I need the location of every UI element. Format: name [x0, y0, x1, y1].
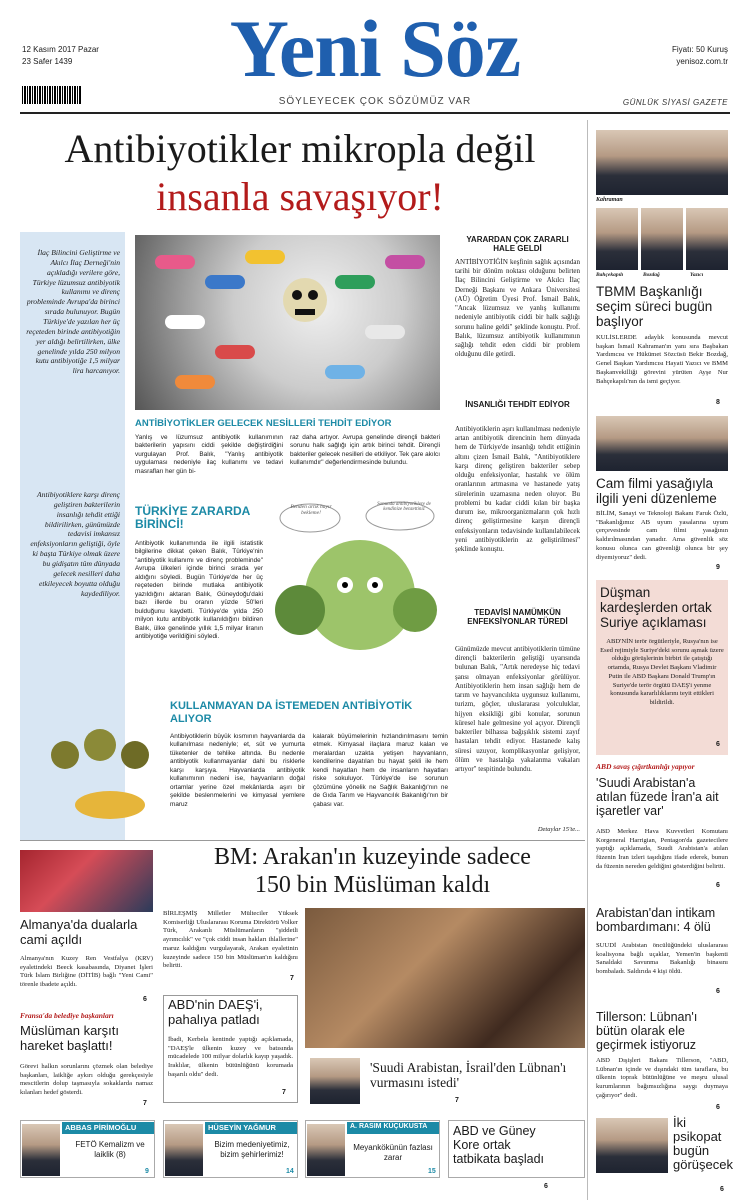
- cam-filmi-text: BİLİM, Sanayi ve Teknoloji Bakanı Faruk Özlü, "Bakanlığımız AB uyum yasalarına uyum çerçevesinde cam filmi yasağının kaldırılmasından yanadır. Ama güvenlik söz konusu olunca can güvenliği olunca bir şey diyemiyoruz" dedi.: [596, 510, 728, 561]
- website[interactable]: yenisoz.com.tr: [676, 57, 728, 66]
- yagmur-photo: [165, 1124, 203, 1176]
- column-divider: [587, 120, 588, 1200]
- psikopat-headline[interactable]: İki psikopat bugün görüşecek: [673, 1115, 733, 1173]
- suriye-page: 6: [716, 741, 720, 748]
- bm-page: 7: [290, 975, 294, 982]
- sub-3-text-a: Antibiyotiklerin büyük kısmının hayvanlarda da kullanılması nedeniyle; et, süt ve yumurta tüketenler de tehlike altında. Bu nedenle antibiyotik kullanmayanlar dahi bu risklerle karşı karşıya. Hayvanlarda antibiyotik kullanımının nedeni ise, hayvanların doğal ortamlar yerine özel mekânlarda aşırı bir şekilde beslenmelerini ve kimyasal yemlere maruz: [170, 733, 305, 808]
- columnist-title-3: Meyankökünün fazlası zarar: [353, 1143, 433, 1162]
- sub-2-text: Antibiyotik kullanımında ile ilgili istatistik bilgilerine dikkat çeken Balık, Türkiye'nin "antibiyotik kullanımı ve direnç probleminde" Avrupa ülkeleri içinde birinci sırada yer aldığını söyledi. Bugün Türkiye'de her üç reçeteden birinde mutlaka antibiyotik yazıldığını aktaran Balık, Güneydoğu'daki bazı illerde bu oranın yüzde 50'leri bulduğunu kaydetti. Türkiye'de yılda 250 milyon kutu antibiyotik kullanıldığını bildiren Balık, ülke genelinde yıllık 1,5 milyar liranın antibiyotiğe verildiğini söyledi.: [135, 540, 263, 640]
- tbmm-page: 8: [716, 399, 720, 406]
- caption-bahcekapili: Bahçekapılı: [596, 272, 624, 278]
- pills-photo: [135, 235, 440, 410]
- daes-page: 7: [282, 1089, 286, 1096]
- abd-kicker: ABD savaş çığırtkanlığı yapıyor: [596, 762, 695, 771]
- continued-note[interactable]: Detaylar 15'te...: [537, 826, 580, 833]
- barcode: [22, 86, 82, 104]
- intikam-text: SUUDİ Arabistan öncülüğündeki uluslararası koalisyona bağlı uçaklar, Yemen'in başkenti Sanaldaki Savunma Bakanlığı binasını bombaladı. Saldırıda 4 kişi öldü.: [596, 942, 728, 976]
- yazici-photo: [686, 208, 728, 270]
- bm-headline-1[interactable]: BM: Arakan'ın kuzeyinde sadece: [214, 844, 531, 870]
- caption-kahraman: Kahraman: [596, 197, 623, 203]
- masthead-rule: [20, 112, 730, 114]
- sub-heading-2: TÜRKİYE ZARARDA BİRİNCİ!: [135, 504, 250, 532]
- intro-text-2: Antibiyotiklere karşı direnç geliştiren bakterilerin insanlığı tehdit ettiği bildirilirken, günümüzde tedavisi imkansız enfeksiyonların geliştiği, öyle ki başta Türkiye olmak üzere bu gidişatın tüm dünyada gelecek nesilleri daha etkileyecek boyutta olduğu kaydediliyor.: [30, 490, 120, 598]
- bm-text: BİRLEŞMİŞ Milletler Mülteciler Yüksek Komiserliği Uluslararası Koruma Direktörü Volker Türk, Arakanlı Müslümanların "şiddetli ayrımcılık" ve "çok ciddi insan hakları ihlallerine" maruz kaldığını vurgulayarak, Arakan eyaletinin kuzeyinde sadece 150 bin Müslüman'ın kaldığını belirtti.: [163, 910, 298, 970]
- col-heading-1: YARARDAN ÇOK ZARARLI HALE GELDİ: [466, 235, 569, 254]
- bacteria-illustration: [270, 500, 440, 665]
- fransa-headline[interactable]: Müslüman karşıtı hareket başlattı!: [20, 1023, 119, 1053]
- sub-1-text-a: Yanlış ve lüzumsuz antibiyotik kullanımının bakterilerin yapısını ciddi şekilde değiştirdiğini vurgulayan Prof. Balık, "Yanlış antibiyotik uygulaması nedeniyle ilaç kullanımı ve tedavi masrafları her gün bi-: [135, 434, 283, 475]
- trump-duterte-photo: [596, 1118, 668, 1173]
- bahcekapili-photo: [596, 208, 638, 270]
- daes-text: İbadi, Kerbela kentinde yaptığı açıklamada, "DAEŞ'le ülkenin kuzey ve batısında mücadelede 100 milyar dolarlık kayıp yaşadık. Iraklılar, ülkenin bütünlüğünü korumada başarılı oldu" dedi.: [168, 1036, 293, 1078]
- tagline: GÜNLÜK SİYASİ GAZETE: [622, 98, 728, 107]
- ministers-photo: [596, 416, 728, 471]
- col-heading-2: İNSANLIĞI TEHDİT EDİYOR: [465, 400, 570, 409]
- kucukusta-photo: [307, 1124, 345, 1176]
- sub-3-text-b: kalarak büyümelerinin hızlandırılmasını temin etmek. Kimyasal ilaçlara maruz kalan ve meralardan uzakta yetişen hayvanların, kendilerine dayatılan bu hayat şekli ile hem kendi hayatları hem de insanların hayatları riske sokuluyor. Türkiye'de ise sorunun çözümüne yönelik ne Sağlık Bakanlığı'nın ne de Gıda Tarım ve Hayvancılık Bakanlığı'nın bir çabası var.: [313, 733, 448, 808]
- suudi-headline[interactable]: 'Suudi Arabistan, İsrail'den Lübnan'ı vurmasını istedi': [370, 1060, 567, 1091]
- fransa-text: Görevi halkın sorunlarını çözmek olan belediye başkanları, laikliğe aykırı olduğu gerekçesiyle mescitlerin dolup taşmasıyla sokaklarda namaz kılanları hedef gösterdi.: [20, 1063, 153, 1097]
- columnist-name-2: HÜSEYİN YAĞMUR: [205, 1122, 297, 1134]
- speech-bubble-2: Sonunda antibiyotiklere de kendinize benzettiniz: [377, 502, 431, 512]
- lead-headline-2[interactable]: insanla savaşıyor!: [156, 174, 444, 219]
- nasrallah-photo: [310, 1058, 360, 1104]
- col-text-2: Antibiyotiklerin aşırı kullanılması nedeniyle artan antibiyotik direncinin hem dünyada hem de Türkiye'de insanlığı tehdit ettiğinin altını çizen İsmail Balık, "Antibiyotiklere karşı direnç geliştiren bakteriler sebep olduğu enfeksiyonlar, hastalık ve ölüm oranlarının artmasına ve hastanede yatış sürelerinin uzamasına neden oluyor. Bu problemi bu kadar ciddi kılan bir başka durum ise, mikroorganizmaların çok hızlı direnç geliştirmesine karşın dirençli enfeksiyonların tedavisinde kullanılabilecek yeni antibiyotiklerin az geliştirilmesi" şeklinde konuştu.: [455, 425, 580, 554]
- rohingya-photo: [305, 908, 585, 1048]
- sub-heading-3: KULLANMAYAN DA İSTEMEDEN ANTİBİYOTİK ALIYOR: [170, 700, 413, 725]
- tbmm-headline[interactable]: TBMM Başkanlığı seçim süreci bugün başlıyor: [596, 284, 713, 330]
- pirimoglu-photo: [22, 1124, 60, 1176]
- caption-bozdag: Bozdağ: [643, 272, 660, 278]
- psikopat-page: 6: [720, 1186, 724, 1193]
- masthead-slogan: SÖYLEYECEK ÇOK SÖZÜMÜZ VAR: [278, 96, 472, 107]
- kore-page: 6: [544, 1183, 548, 1190]
- suriye-headline[interactable]: Düşman kardeşlerden ortak Suriye açıklaması: [600, 585, 712, 631]
- cam-filmi-headline[interactable]: Cam filmi yasağıyla ilgili yeni düzenleme: [596, 476, 717, 507]
- daes-headline[interactable]: ABD'nin DAEŞ'i, pahalıya patladı: [168, 997, 263, 1027]
- cam-filmi-page: 9: [716, 564, 720, 571]
- columnist-page-2: 14: [286, 1168, 294, 1175]
- lead-headline-1[interactable]: Antibiyotikler mikropla değil: [64, 126, 536, 171]
- tillerson-page: 6: [716, 1104, 720, 1111]
- cami-photo: [20, 850, 153, 912]
- issue-date: 12 Kasım 2017 Pazar: [22, 45, 99, 54]
- bm-headline-2[interactable]: 150 bin Müslüman kaldı: [254, 872, 491, 898]
- columnist-title-1: FETÖ Kemalizm ve laiklik (8): [75, 1140, 145, 1159]
- fuze-headline[interactable]: 'Suudi Arabistan'a atılan füzede İran'a ait işaretler var': [596, 776, 719, 818]
- tbmm-text: KULİSLERDE adaylık konusunda mevcut başkan İsmail Kahraman'ın yanı sıra Başbakan Yardımcısı ve Hükümet Sözcüsü Bekir Bozdağ, Genel Başkan Yardımcısı Hayati Yazıcı ve BMM Başkanvekilliği görevini yürüten Ayşe Nur Bahçekapılı'nın da ismi geçiyor.: [596, 334, 728, 385]
- intikam-page: 6: [716, 988, 720, 995]
- sub-heading-1: ANTİBİYOTİKLER GELECEK NESİLLERİ TEHDİT EDİYOR: [135, 418, 392, 429]
- bozdag-photo: [641, 208, 683, 270]
- columnist-page-3: 15: [428, 1168, 436, 1175]
- hijri-date: 23 Safer 1439: [22, 57, 73, 66]
- col-text-1: ANTİBİYOTİĞİN keşfinin sağlık açısından tarihi bir dönüm noktası olduğunu belirten İlaç Bilincini Geliştirme ve Akılcı İlaç Derneği Başkanı ve Ankara Üniversitesi (AÜ) Öğretim Üyesi Prof. İsmail Balık, "Ancak lüzumsuz ve yanlış kullanımı nedeniyle antibiyotik ciddi bir halk sağlığı sorunu haline geldi" şeklinde konuştu. Prof. Balık, lüzumsuz antibiyotik kullanımının sağlığı tehdit eden ciddi bir problem olduğunu dile getirdi.: [455, 258, 580, 359]
- caption-yazici: Yazıcı: [690, 272, 704, 278]
- col-text-3: Günümüzde mevcut antibiyotiklerin tümüne dirençli bakterilerin geliştiği uyarısında bulunan Balık, "Artık neredeyse hiç tedavi şansı olmayan enfeksiyonlar görülüyor. Antibiyotiklerin hem insan sağlığı hem de tarım ve hayvancılıkta uygunsuz kullanımı, turizm, göçler, uluslararası yolculuklar, hijyen eksikliği gibi konular, sorunun küresel hale gelmesine yol açıyor. Dirençli bakteriler bilhassa bağışıklık sistemi zayıf hastaları tehdit ediyor. Hastanede kalış süresi uzuyor, komplikasyonlar gelişiyor, ölüm ve hastalığa yakalanma vakaları artıyor" tespitinde bulundu.: [455, 645, 580, 774]
- cami-page: 6: [143, 996, 147, 1003]
- tillerson-text: ABD Dışişleri Bakanı Tillerson, "ABD, Lübnan'ın içinde ve dışındaki tüm taraflara, bu ülkenin toprak bütünlüğüne ve meşru ulusal kurumlarının bağımsızlığına saygı duymaya çağırıyor" dedi.: [596, 1057, 728, 1099]
- columnist-page-1: 9: [145, 1168, 149, 1175]
- columnist-title-2: Bizim medeniyetimiz, bizim şehirlerimiz!: [214, 1140, 290, 1159]
- intro-text-1: İlaç Bilincini Geliştirme ve Akılcı İlaç Derneği'nin açıkladığı verilere göre, Türkiye lüzumsuz antibiyotik kullanımı ve direnç probleminde Avrupa'da birinci sırada bulunuyor. Bugün Türkiye'de yazılan her üç reçeteden birinde antibiyotiğin yer aldığı belirtilirken, ülke genelinde yılda 250 milyon kutu antibiyotiğe 1,5 milyar lira harcanıyor.: [26, 248, 120, 376]
- cami-text: Almanya'nın Kuzey Ren Vestfalya (KRV) eyaletindeki Beeck kasabasında, Diyanet İşleri Türk İslam Birliğine (DİTİB) bağlı "Yeni Cami" törenle ibadete açıldı.: [20, 955, 153, 989]
- columnist-name-1: ABBAS PİRİMOĞLU: [62, 1122, 154, 1134]
- suudi-page: 7: [455, 1097, 459, 1104]
- section-rule: [20, 840, 585, 841]
- kore-headline: ABD ve Güney Kore ortak tatbikata başladı: [453, 1124, 545, 1166]
- price: Fiyatı: 50 Kuruş: [671, 45, 728, 54]
- col-heading-3: TEDAVİSİ NAMÜMKÜN ENFEKSİYONLAR TÜREDİ: [467, 608, 568, 627]
- fuze-text: ABD Merkez Hava Kuvvetleri Komutanı Korgeneral Harrigian, Pentagon'da gazetecilere yaptığı açıklamada, Suudi Arabistan'a atılan füzenin İran izleri taşıdığını ifade ederek, bunun da füzenin nereden geldiğini gösterdiğini belirtti.: [596, 828, 728, 870]
- fransa-kicker: Fransa'da belediye başkanları: [20, 1011, 114, 1020]
- speech-bubble-1: Benden artık hayır bekleme!: [290, 504, 332, 516]
- fuze-page: 6: [716, 882, 720, 889]
- columnist-name-3: A. RASIM KÜÇÜKUSTA: [347, 1122, 439, 1134]
- cami-headline[interactable]: Almanya'da dualarla cami açıldı: [20, 917, 138, 947]
- germs-illustration: [40, 715, 160, 825]
- kahraman-photo: [596, 130, 728, 195]
- intikam-headline[interactable]: Arabistan'dan intikam bombardımanı: 4 ölü: [596, 906, 716, 934]
- suriye-text: ABD'NİN terör örgütleriyle, Rusya'nın ise Esed rejimiyle Suriye'deki sorunu aşmak üzere olduğu görüşlerinin birbiri ile çatıştığı ortamda, Rusya Devlet Başkanı Vladimir Putin ile ABD Başkanı Donald Trump'ın Suriye'de terör örgütü DAEŞ'i yenme konusunda kararlılıklarını teyit ettikleri bildirildi.: [600, 638, 724, 706]
- fransa-page: 7: [143, 1100, 147, 1107]
- masthead-title[interactable]: Yeni Söz: [229, 3, 521, 94]
- sub-1-text-b: raz daha artıyor. Avrupa genelinde dirençli bakteri sorunu halk sağlığı için artık birinci tehdit. Dirençli bakteriler gelecek nesilleri de etkiliyor. Tek çare akılcı kullanımdır" değerlendirmesinde bulundu.: [290, 434, 440, 467]
- tillerson-headline[interactable]: Tillerson: Lübnan'ı bütün olarak ele geçirmek istiyoruz: [596, 1010, 698, 1052]
